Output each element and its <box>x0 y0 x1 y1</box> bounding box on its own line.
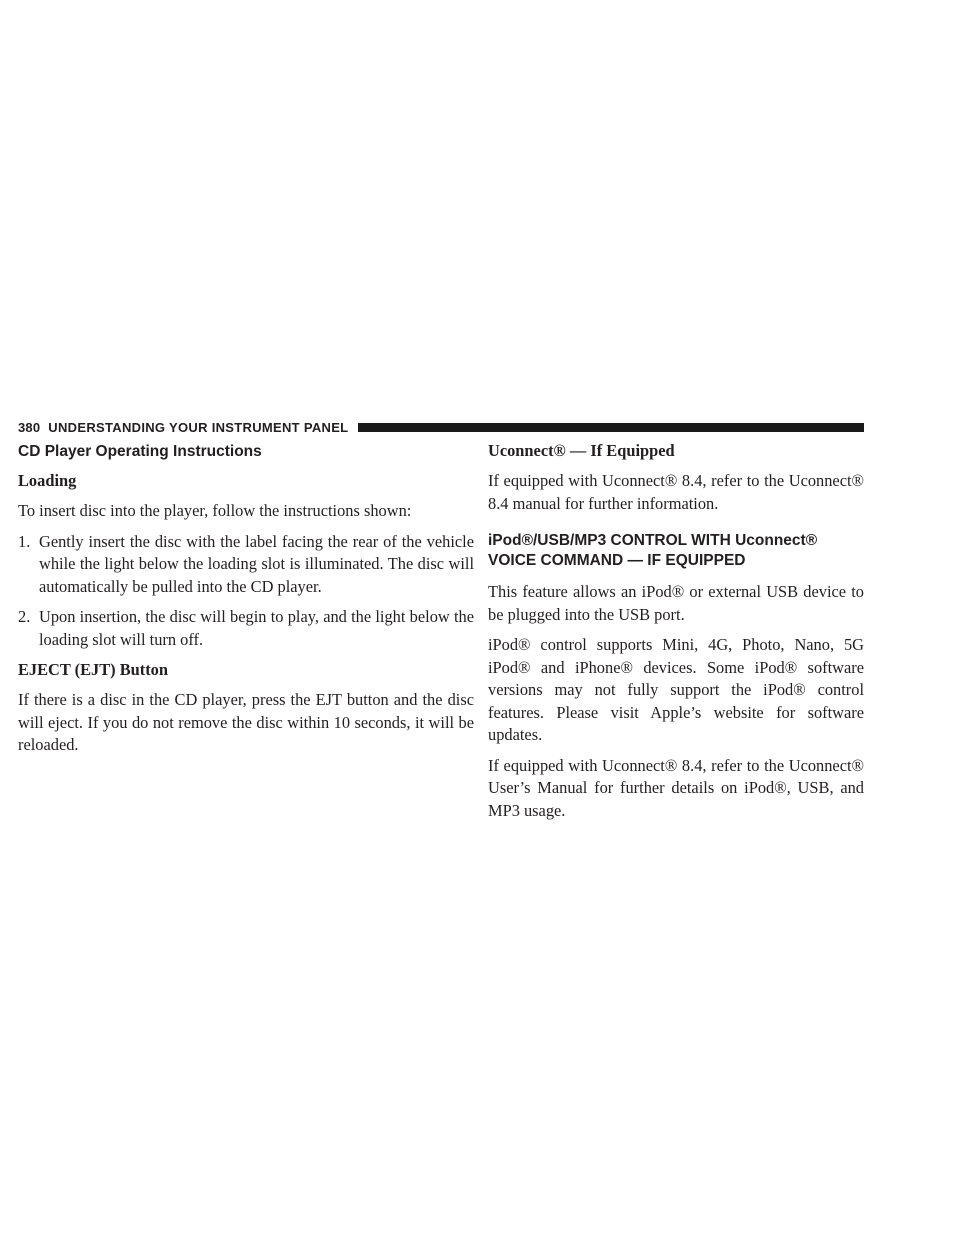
loading-heading: Loading <box>18 471 77 490</box>
section-title: UNDERSTANDING YOUR INSTRUMENT PANEL <box>48 419 349 435</box>
uconnect-heading: Uconnect® — If Equipped <box>488 441 675 460</box>
ipod-paragraph: If equipped with Uconnect® 8.4, refer to the Uconnect® User’s Manual for further details on iPod®, USB, and MP3 usage. <box>488 755 864 820</box>
left-column <box>18 440 474 765</box>
header-rule <box>358 423 864 432</box>
eject-heading: EJECT (EJT) Button <box>18 660 168 679</box>
list-text: Upon insertion, the disc will begin to play, and the light below the loading slot will turn off. <box>39 607 474 649</box>
cd-player-heading: CD Player Operating Instructions <box>18 443 262 460</box>
eject-text: If there is a disc in the CD player, press the EJT button and the disc will eject. If you do not remove the disc within 10 seconds, it will be reloaded. <box>18 690 474 754</box>
uconnect-text: If equipped with Uconnect® 8.4, refer to the Uconnect® 8.4 manual for further information. <box>488 471 864 513</box>
page-header <box>18 417 864 437</box>
loading-intro: To insert disc into the player, follow the instructions shown: <box>18 501 412 520</box>
page-number: 380 <box>18 419 41 435</box>
ipod-heading-line2: VOICE COMMAND — IF EQUIPPED <box>488 552 746 569</box>
ipod-paragraph: iPod® control supports Mini, 4G, Photo, Nano, 5G iPod® and iPhone® devices. Some iPod® software versions may not fully support the iPod® control features. Please visit Apple’s website for software updates. <box>488 635 864 744</box>
ipod-paragraph: This feature allows an iPod® or external USB device to be plugged into the USB port. <box>488 582 864 624</box>
ipod-heading-line1: iPod®/USB/MP3 CONTROL WITH Uconnect® <box>488 532 818 549</box>
right-column <box>488 440 864 830</box>
list-text: Gently insert the disc with the label facing the rear of the vehicle while the light below the loading slot is illuminated. The disc will automatically be pulled into the CD player. <box>39 531 474 596</box>
list-number: 1. <box>18 531 31 551</box>
list-item <box>18 531 474 599</box>
list-number: 2. <box>18 607 31 626</box>
ipod-heading <box>488 531 864 571</box>
list-item <box>18 606 474 651</box>
